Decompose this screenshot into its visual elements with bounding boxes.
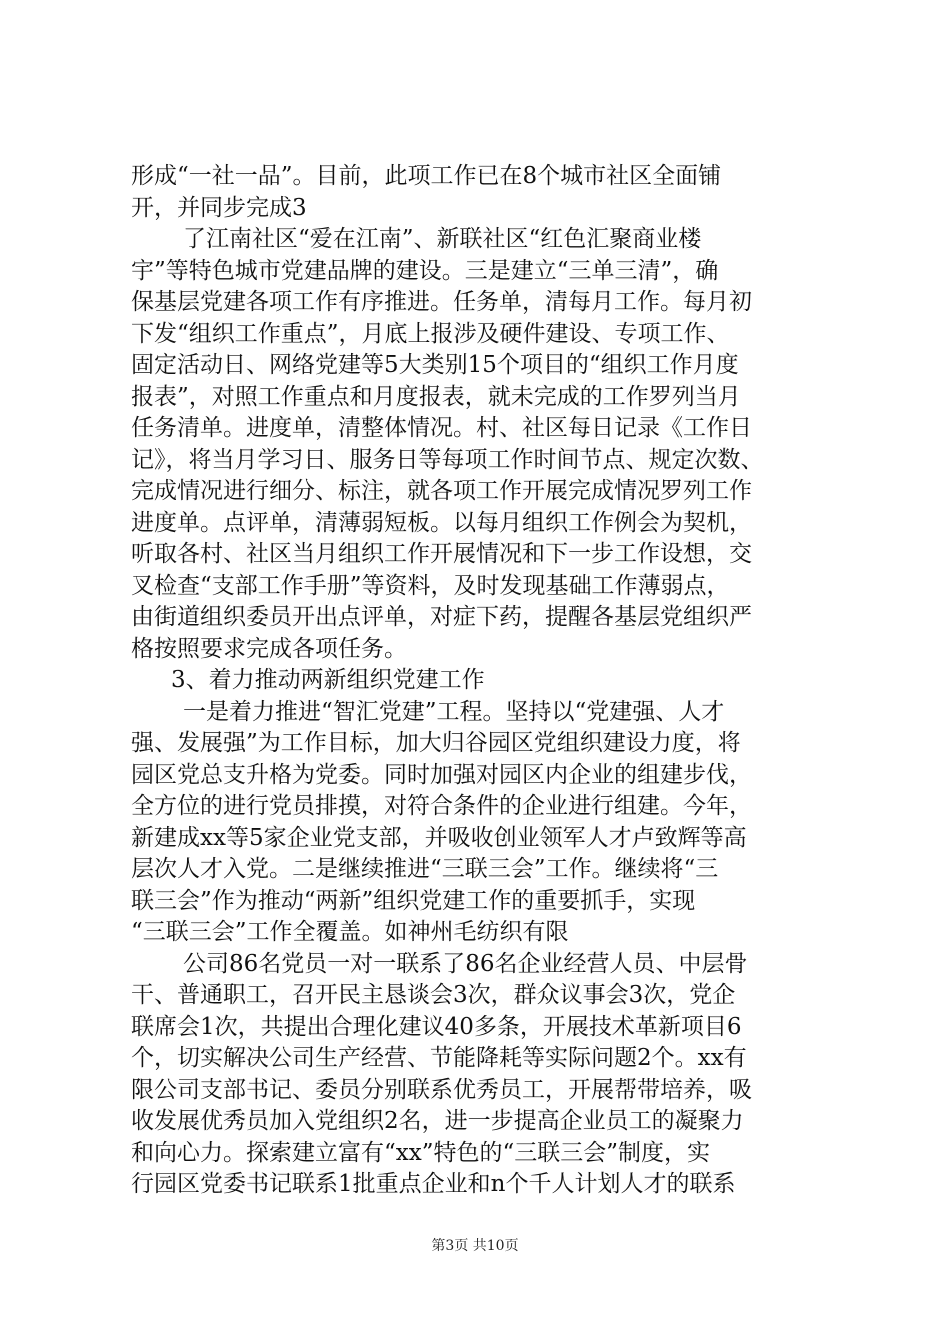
text-line: 宇”等特色城市党建品牌的建设。三是建立“三单三清”，确 [131,257,719,284]
paragraph-start-line: 一是着力推进“智汇党建”工程。坚持以“党建强、人才 [183,698,725,725]
text-line: 层次人才入党。二是继续推进“三联三会”工作。继续将“三 [131,856,719,882]
text-line: 听取各村、社区当月组织工作开展情况和下一步工作设想，交 [131,541,752,567]
text-line: 由街道组织委员开出点评单，对症下药，提醒各基层党组织严 [131,604,752,630]
text-line: 进度单。点评单，清薄弱短板。以每月组织工作例会为契机， [131,509,752,536]
text-line: 全方位的进行党员排摸，对符合条件的企业进行组建。今年， [131,793,752,819]
text-line: 新建成xx等5家企业党支部，并吸收创业领军人才卢致辉等高 [131,824,747,851]
text-line: 干、普通职工，召开民主恳谈会3次，群众议事会3次，党企 [131,982,736,1008]
text-line: 行园区党委书记联系1批重点企业和n个千人计划人才的联系 [131,1171,736,1197]
text-line: 园区党总支升格为党委。同时加强对园区内企业的组建步伐， [131,761,752,788]
document-body [131,161,831,1201]
text-line: 开，并同步完成3 [131,194,307,221]
text-line: 联席会1次，共提出合理化建议40多条，开展技术革新项目6 [131,1013,742,1040]
text-line: “三联三会”工作全覆盖。如神州毛纺织有限 [131,919,569,945]
section-heading: 3、着力推动两新组织党建工作 [171,667,485,693]
text-line: 报表”，对照工作重点和月度报表，就未完成的工作罗列当月 [131,383,741,410]
text-line: 保基层党建各项工作有序推进。任务单，清每月工作。每月初 [131,289,752,315]
page-number-footer: 第3页 共10页 [431,1238,519,1254]
text-line: 任务清单。进度单，清整体情况。村、社区每日记录《工作日 [131,415,752,441]
text-line: 强、发展强”为工作目标，加大归谷园区党组织建设力度，将 [131,730,741,756]
text-line: 下发“组织工作重点”，月底上报涉及硬件建设、专项工作、 [131,320,730,347]
paragraph-start-line: 公司86名党员一对一联系了86名企业经营人员、中层骨 [183,950,748,977]
text-line: 个，切实解决公司生产经营、节能降耗等实际问题2个。xx有 [131,1045,747,1071]
text-line: 联三会”作为推动“两新”组织党建工作的重要抓手，实现 [131,887,696,914]
text-line: 形成“一社一品”。目前，此项工作已在8个城市社区全面铺 [131,163,722,189]
text-line: 叉检查“支部工作手册”等资料，及时发现基础工作薄弱点， [131,572,730,599]
text-line: 格按照要求完成各项任务。 [131,635,407,662]
paragraph-start-line: 了江南社区“爱在江南”、新联社区“红色汇聚商业楼 [183,226,702,252]
text-line: 收发展优秀员加入党组织2名，进一步提高企业员工的凝聚力 [131,1108,744,1134]
text-line: 限公司支部书记、委员分别联系优秀员工，开展帮带培养，吸 [131,1076,752,1103]
text-line: 和向心力。探索建立富有“xx”特色的“三联三会”制度，实 [131,1139,710,1166]
text-line: 完成情况进行细分、标注，就各项工作开展完成情况罗列工作 [131,478,752,504]
text-line: 固定活动日、网络党建等5大类别15个项目的“组织工作月度 [131,352,739,378]
text-line: 记》，将当月学习日、服务日等每项工作时间节点、规定次数、 [131,446,764,473]
